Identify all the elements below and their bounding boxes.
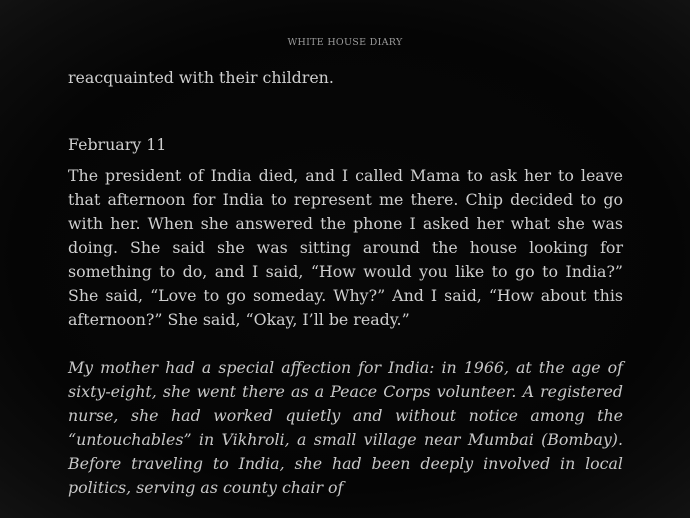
commentary-paragraph: My mother had a special affection for India: in 1966, at the age of sixty-eight, she went there as a Peace Corps volunteer. A registered nurse, she had worked quietly and without notice among the “untouchables” in Vikhroli, a small village near Mumbai (Bombay). Before traveling to India, she had been deeply involved in local politics, serving as county chair of — [68, 358, 623, 497]
diary-entry-date: February 11 — [68, 135, 167, 154]
previous-page-zone[interactable] — [0, 0, 60, 518]
running-head: WHITE HOUSE DIARY — [287, 37, 403, 48]
continued-text: reacquainted with their children. — [68, 68, 334, 87]
page-text — [68, 66, 623, 500]
next-page-zone[interactable] — [630, 0, 690, 518]
diary-entry-paragraph: The president of India died, and I called Mama to ask her to leave that afternoon for India to represent me there. Chip decided to go with her. When she answered the phone I asked her what she was doing. She said she was sitting around the house looking for something to do, and I said, “How would you like to go to India?” She said, “Love to go someday. Why?” And I said, “How about this afternoon?” She said, “Okay, I’ll be ready.” — [68, 166, 623, 329]
